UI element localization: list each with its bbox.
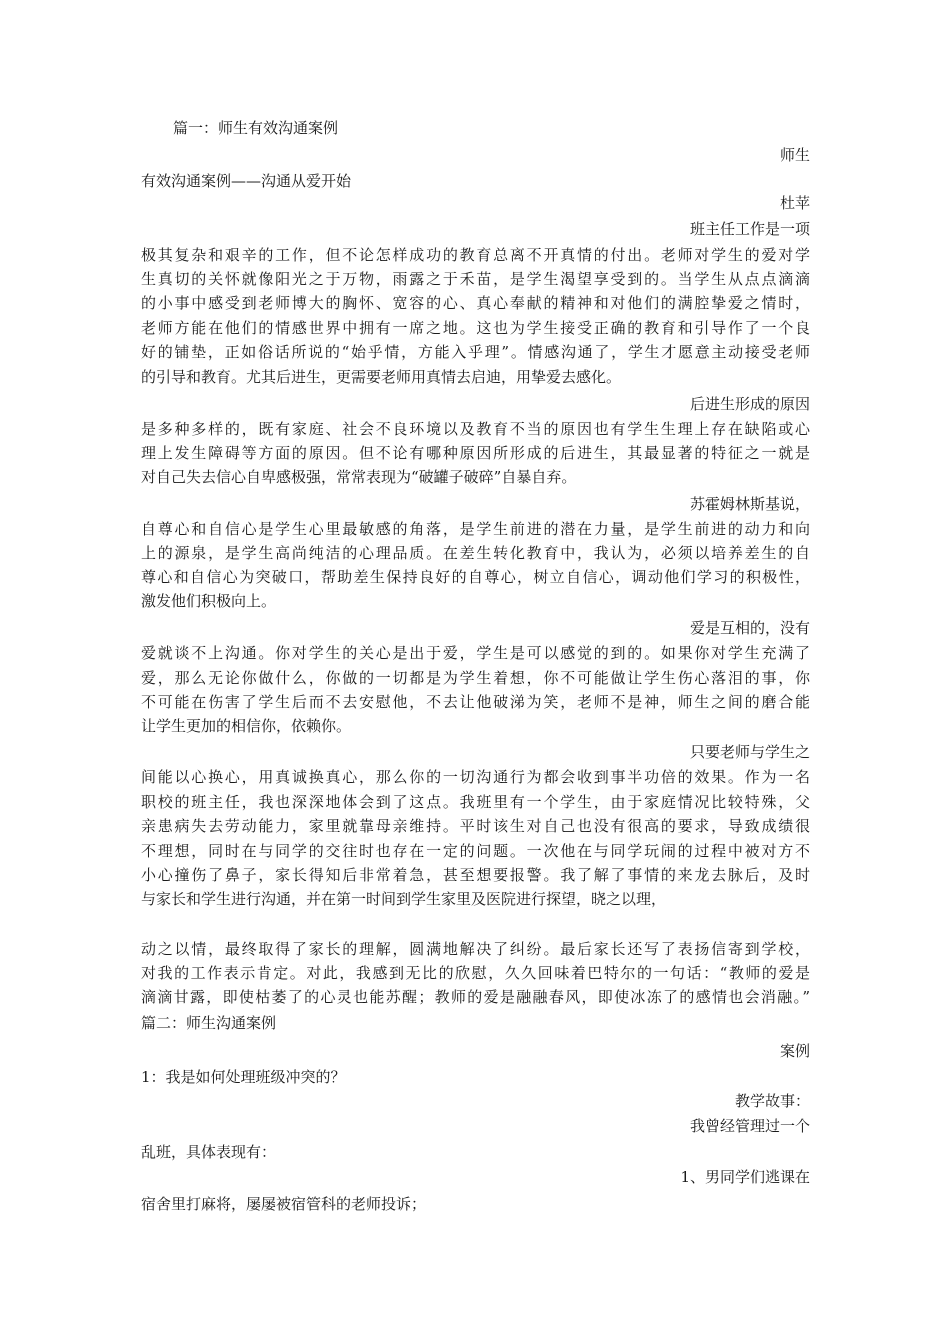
paragraph-line: 让学生更加的相信你，依赖你。 xyxy=(141,717,352,735)
paragraph-line: 动之以情，最终取得了家长的理解，圆满地解决了纠纷。最后家长还写了表扬信寄到学校， xyxy=(141,940,810,958)
paragraph-line: 小心撞伤了鼻子，家长得知后非常着急，甚至想要报警。我了解了事情的来龙去脉后，及时 xyxy=(141,866,810,884)
paragraph-line: 亲患病失去劳动能力，家里就靠母亲维持。平时该生对自己也没有很高的要求，导致成绩很 xyxy=(141,817,810,835)
paragraph-line: 自尊心和自信心是学生心里最敏感的角落，是学生前进的潜在力量，是学生前进的动力和向 xyxy=(141,520,810,538)
paragraph-line: 是多种多样的，既有家庭、社会不良环境以及教育不当的原因也有学生生理上存在缺陷或心 xyxy=(141,420,810,438)
paragraph-line: 好的铺垫，正如俗话所说的“始乎情，方能入乎理”。情感沟通了，学生才愿意主动接受老师 xyxy=(141,343,810,361)
paragraph-line: 理上发生障碍等方面的原因。但不论有哪种原因所形成的后进生，其最显著的特征之一就是 xyxy=(141,444,810,462)
paragraph-line: 后进生形成的原因 xyxy=(689,395,810,413)
paragraph-line: 的小事中感受到老师博大的胸怀、宽容的心、真心奉献的精神和对他们的满腔挚爱之情时， xyxy=(141,294,810,312)
title-line-2: 有效沟通案例——沟通从爱开始 xyxy=(141,172,352,190)
case-label-line-1: 案例 xyxy=(779,1042,810,1060)
paragraph-line: 滴滴甘露，即使枯萎了的心灵也能苏醒；教师的爱是融融春风，即使冰冻了的感情也会消融。” xyxy=(141,988,810,1006)
list-item-line: 宿舍里打麻将，屡屡被宿管科的老师投诉； xyxy=(141,1195,427,1213)
paragraph-line: 不可能在伤害了学生后而不去安慰他，不去让他破涕为笑，老师不是神，师生之间的磨合能 xyxy=(141,693,810,711)
list-item-line: 1、男同学们逃课在 xyxy=(680,1168,810,1186)
paragraph-line: 不理想，同时在与同学的交往时也存在一定的问题。一次他在与同学玩闹的过程中被对方不 xyxy=(141,842,810,860)
title-line-1: 师生 xyxy=(779,146,810,164)
case-label-line-2: 1：我是如何处理班级冲突的？ xyxy=(141,1068,346,1086)
paragraph-line: 间能以心换心，用真诚换真心，那么你的一切沟通行为都会收到事半功倍的效果。作为一名 xyxy=(141,768,810,786)
paragraph-line: 苏霍姆林斯基说， xyxy=(689,495,810,513)
paragraph-line: 只要老师与学生之 xyxy=(689,743,810,761)
paragraph-line: 老师方能在他们的情感世界中拥有一席之地。这也为学生接受正确的教育和引导作了一个良 xyxy=(141,319,810,337)
paragraph-line: 极其复杂和艰辛的工作，但不论怎样成功的教育总离不开真情的付出。老师对学生的爱对学 xyxy=(141,246,810,264)
author: 杜苹 xyxy=(779,194,810,212)
paragraph-line: 职校的班主任，我也深深地体会到了这点。我班里有一个学生，由于家庭情况比较特殊，父 xyxy=(141,793,810,811)
heading-part-two: 篇二：师生沟通案例 xyxy=(141,1014,277,1032)
paragraph-line: 爱就谈不上沟通。你对学生的关心是出于爱，学生是可以感觉的到的。如果你对学生充满了 xyxy=(141,644,810,662)
paragraph-line: 对我的工作表示肯定。对此，我感到无比的欣慰，久久回味着巴特尔的一句话：“教师的爱是 xyxy=(141,964,810,982)
paragraph-line: 激发他们积极向上。 xyxy=(141,592,277,610)
story-line: 乱班，具体表现有： xyxy=(141,1143,277,1161)
paragraph-line: 的引导和教育。尤其后进生，更需要老师用真情去启迪，用挚爱去感化。 xyxy=(141,368,622,386)
story-line: 我曾经管理过一个 xyxy=(689,1117,810,1135)
paragraph-line: 对自己失去信心自卑感极强，常常表现为“破罐子破碎”自暴自弃。 xyxy=(141,468,577,486)
story-label: 教学故事： xyxy=(734,1092,810,1110)
paragraph-line: 班主任工作是一项 xyxy=(689,220,810,238)
paragraph-line: 与家长和学生进行沟通，并在第一时间到学生家里及医院进行探望，晓之以理， xyxy=(141,890,667,908)
paragraph-line: 爱是互相的，没有 xyxy=(689,619,810,637)
paragraph-line: 爱，那么无论你做什么，你做的一切都是为学生着想，你不可能做让学生伤心落泪的事，你 xyxy=(141,669,810,687)
paragraph-line: 尊心和自信心为突破口，帮助差生保持良好的自尊心，树立自信心，调动他们学习的积极性， xyxy=(141,568,810,586)
heading-part-one: 篇一：师生有效沟通案例 xyxy=(173,119,339,137)
paragraph-line: 生真切的关怀就像阳光之于万物，雨露之于禾苗，是学生渴望享受到的。当学生从点点滴滴 xyxy=(141,270,810,288)
paragraph-line: 上的源泉，是学生高尚纯洁的心理品质。在差生转化教育中，我认为，必须以培养差生的自 xyxy=(141,544,810,562)
